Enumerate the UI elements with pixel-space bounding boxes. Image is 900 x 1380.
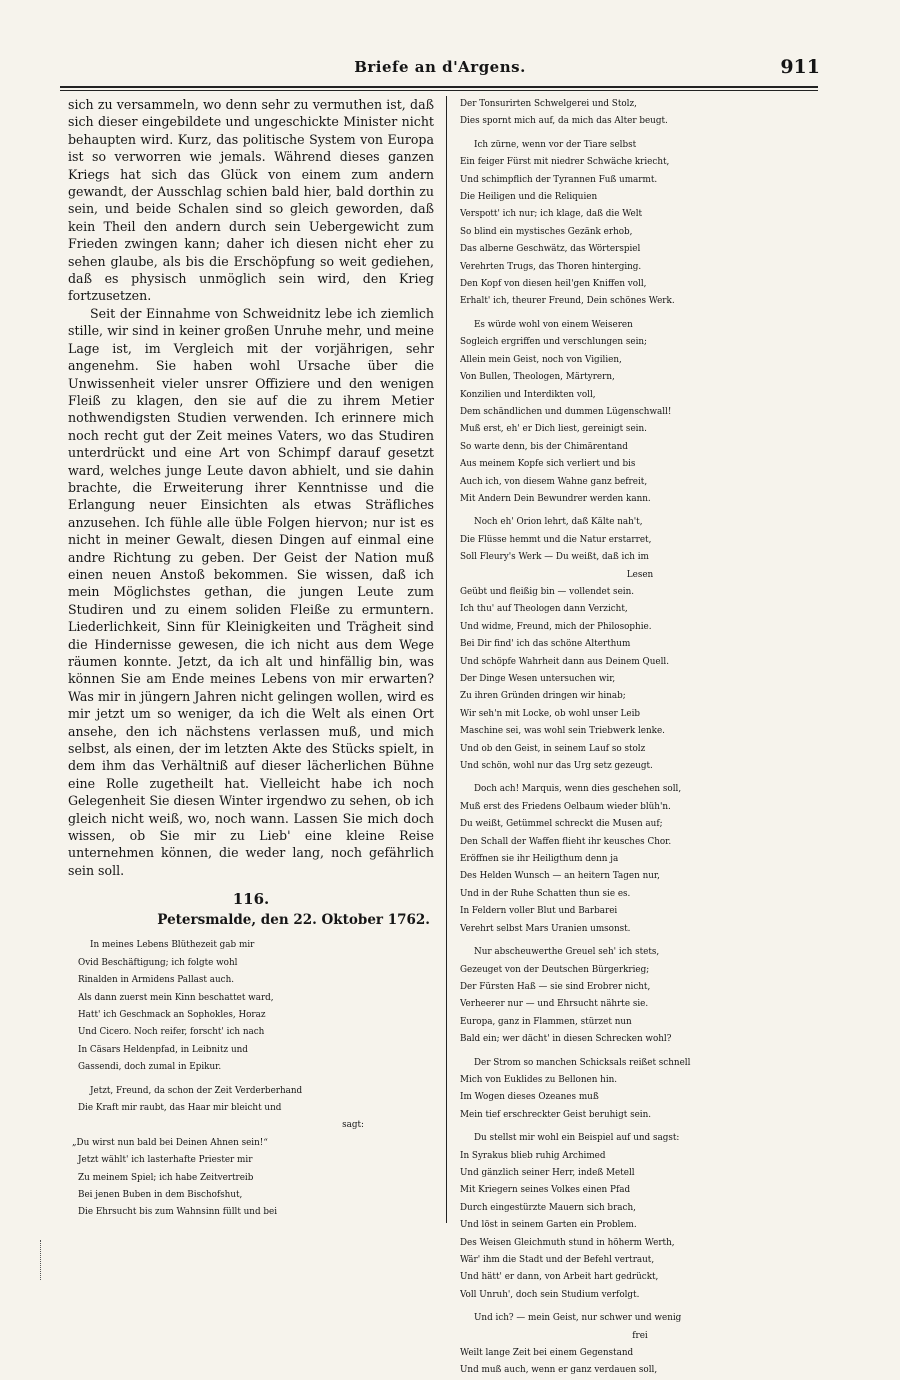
verse-line: Und hätt' er dann, von Arbeit hart gedrückt,	[460, 1272, 659, 1283]
verse-line: Weilt lange Zeit bei einem Gegenstand	[460, 1348, 634, 1359]
verse-line: Auch ich, von diesem Wahne ganz befreit,	[460, 476, 648, 487]
verse-line: Bei Dir find' ich das schöne Alterthum	[460, 639, 631, 650]
verse-line: Des Helden Wunsch — an heitern Tagen nur,	[460, 871, 660, 882]
verse-line: Den Kopf von diesen heil'gen Kniffen voll,	[460, 279, 647, 290]
verse-group	[460, 584, 820, 775]
verse-line: Du stellst mir wohl ein Beispiel auf und sagst:	[474, 1133, 680, 1144]
verse-line: Im Wogen dieses Ozeanes muß	[460, 1092, 599, 1103]
verse-line: Jetzt wählt' ich lasterhafte Priester mir	[78, 1155, 253, 1166]
margin-mark	[40, 1240, 41, 1280]
verse-line: In meines Lebens Blüthezeit gab mir	[90, 940, 255, 951]
verse-line: Als dann zuerst mein Kinn beschattet ward,	[78, 992, 274, 1003]
verse-line: Die Ehrsucht bis zum Wahnsinn füllt und bei	[78, 1207, 278, 1218]
verse-line: Und muß auch, wenn er ganz verdauen soll,	[460, 1365, 658, 1376]
verse-line: Gezeuget von der Deutschen Bürgerkrieg;	[460, 964, 650, 975]
header-rule-thin	[60, 90, 818, 91]
poem-stanza	[68, 1083, 434, 1222]
poem-stanza	[460, 1130, 820, 1304]
verse-line: Zu ihren Gründen dringen wir hinab;	[460, 691, 626, 702]
verse-line: Konzilien und Interdikten voll,	[460, 389, 596, 400]
verse-line: Voll Unruh', doch sein Studium verfolgt.	[460, 1289, 640, 1300]
verse-line: Europa, ganz in Flammen, stürzet nun	[460, 1016, 632, 1027]
verse-line: Die Heiligen und die Reliquien	[460, 192, 598, 203]
verse-line: Ich zürne, wenn vor der Tiare selbst	[474, 139, 637, 150]
verse-line: Und widme, Freund, mich der Philosophie.	[460, 621, 652, 632]
verse-line: Mit Andern Dein Bewundrer werden kann.	[460, 493, 651, 504]
verse-line: Allein mein Geist, noch von Vigilien,	[460, 354, 622, 365]
verse-line: Bei jenen Buben in dem Bischofshut,	[78, 1189, 243, 1200]
verse-line: Das alberne Geschwätz, das Wörterspiel	[460, 244, 641, 255]
verse-line: So blind ein mystisches Gezänk erhob,	[460, 226, 633, 237]
verse-line: Nur abscheuwerthe Greuel seh' ich stets,	[474, 947, 660, 958]
column-divider	[446, 96, 447, 1223]
verse-line: Bald ein; wer dächt' in diesen Schrecken wohl?	[460, 1034, 672, 1045]
verse-line: Gassendi, doch zumal in Epikur.	[78, 1062, 222, 1073]
verse-line: Es würde wohl von einem Weiseren	[474, 319, 633, 330]
letter-paragraph: sich zu versammeln, wo denn sehr zu vermuthen ist, daß sich dieser eingebildete und ungeschickte Minister nicht behaupten wird. Kurz, das politische System von Europa ist so verworren wie jemals. Während dieses ganzen Kriegs hat sich das Glück von einem zum andern gewandt, der Ausschlag schien bald hier, bald dorthin zu sein, und beide Schalen sind so gleich geworden, daß kein Theil den andern durch sein Uebergewicht zum Frieden zwingen kann; daher ich diesen nicht eher zu sehen glaube, als bis die Erschöpfung so weit gediehen, daß es physisch unmöglich sein wird, den Krieg fortzusetzen.	[68, 97, 434, 304]
running-title: Briefe an d'Argens.	[354, 58, 526, 76]
header-rule	[60, 86, 818, 88]
verse-line-continuation: sagt:	[342, 1120, 364, 1131]
poem-stanza	[460, 137, 820, 311]
verse-line: In Syrakus blieb ruhig Archimed	[460, 1150, 606, 1161]
verse-line: Sogleich ergriffen und verschlungen sein;	[460, 337, 648, 348]
verse-line: Noch eh' Orion lehrt, daß Kälte nah't,	[474, 517, 643, 528]
poem-stanza	[460, 944, 820, 1048]
verse-line: Den Schall der Waffen flieht ihr keusches Chor.	[460, 836, 672, 847]
verse-line: Muß erst des Friedens Oelbaum wieder blüh'n.	[460, 801, 671, 812]
running-head	[60, 56, 820, 82]
verse-line: Doch ach! Marquis, wenn dies geschehen soll,	[474, 784, 682, 795]
verse-line: Und ob den Geist, in seinem Lauf so stolz	[460, 743, 646, 754]
verse-line: Die Kraft mir raubt, das Haar mir bleicht und	[78, 1102, 282, 1113]
verse-line: Aus meinem Kopfe sich verliert und bis	[460, 459, 636, 470]
verse-line: Soll Fleury's Werk — Du weißt, daß ich im	[460, 552, 649, 563]
letter-number: 116.	[232, 890, 270, 909]
verse-group	[460, 514, 820, 566]
verse-line-continuation: frei	[632, 1330, 648, 1341]
verse-line: Und gänzlich seiner Herr, indeß Metell	[460, 1167, 635, 1178]
verse-line: Der Strom so manchen Schicksals reißet schnell	[474, 1057, 691, 1068]
verse-line: Maschine sei, was wohl sein Triebwerk lenke.	[460, 726, 665, 737]
verse-line: Ovid Beschäftigung; ich folgte wohl	[78, 957, 238, 968]
verse-line: Und schön, wohl nur das Urg setz gezeugt.	[460, 761, 653, 772]
verse-line: In Feldern voller Blut und Barbarei	[460, 906, 618, 917]
verse-line: Ein feiger Fürst mit niedrer Schwäche kriecht,	[460, 157, 670, 168]
poem-stanza	[460, 317, 820, 508]
verse-line: Und ich? — mein Geist, nur schwer und wenig	[474, 1313, 682, 1324]
verse-line: Verheerer nur — und Ehrsucht nährte sie.	[460, 999, 649, 1010]
poem-stanza	[460, 96, 820, 131]
poem-stanza	[460, 1310, 820, 1380]
verse-line: Eröffnen sie ihr Heiligthum denn ja	[460, 854, 619, 865]
verse-line: Von Bullen, Theologen, Märtyrern,	[460, 372, 615, 383]
verse-line: Zu meinem Spiel; ich habe Zeitvertreib	[78, 1172, 254, 1183]
verse-group	[460, 1345, 820, 1380]
verse-line: So warte denn, bis der Chimärentand	[460, 441, 628, 452]
verse-line: In Cäsars Heldenpfad, in Leibnitz und	[78, 1044, 248, 1055]
verse-line: Der Fürsten Haß — sie sind Erobrer nicht,	[460, 981, 651, 992]
verse-line: Wär' ihm die Stadt und der Befehl vertraut,	[460, 1255, 655, 1265]
poem-stanza	[460, 1055, 820, 1125]
verse-line: „Du wirst nun bald bei Deinen Ahnen sein!“	[72, 1137, 268, 1148]
page-number: 911	[780, 56, 820, 78]
verse-line: Und schimpflich der Tyrannen Fuß umarmt.	[460, 174, 658, 185]
verse-line: Und löst in seinem Garten ein Problem.	[460, 1220, 637, 1231]
verse-line-continuation: Lesen	[626, 569, 654, 580]
verse-line: Der Tonsurirten Schwelgerei und Stolz,	[460, 99, 637, 109]
verse-line: Mich von Euklides zu Bellonen hin.	[460, 1074, 618, 1085]
verse-line: Und in der Ruhe Schatten thun sie es.	[460, 888, 631, 899]
letter-dateline: Petersmalde, den 22. Oktober 1762.	[157, 912, 430, 929]
verse-line: Der Dinge Wesen untersuchen wir,	[460, 674, 616, 684]
verse-line: Rinalden in Armidens Pallast auch.	[78, 975, 235, 986]
verse-line: Ich thu' auf Theologen dann Verzicht,	[460, 604, 628, 615]
left-column	[68, 96, 434, 1222]
verse-line: Hatt' ich Geschmack an Sophokles, Horaz	[78, 1009, 266, 1020]
verse-line: Mein tief erschreckter Geist beruhigt sein.	[460, 1109, 652, 1120]
verse-line: Muß erst, eh' er Dich liest, gereinigt sein.	[460, 424, 647, 435]
verse-line: Dem schändlichen und dummen Lügenschwall!	[460, 406, 672, 417]
verse-group	[68, 1135, 434, 1222]
verse-line: Geübt und fleißig bin — vollendet sein.	[460, 586, 635, 597]
verse-line: Und Cicero. Noch reifer, forscht' ich nach	[78, 1027, 265, 1038]
verse-group	[68, 1083, 434, 1118]
letter-paragraph: Seit der Einnahme von Schweidnitz lebe ich ziemlich stille, wir sind in keiner großen Unruhe mehr, und meine Lage ist, im Vergleich mit der vorjährigen, sehr angenehm. Sie haben wohl Ursache über die Unwissenheit vieler unsrer Offiziere und den wenigen Fleiß zu klagen, den sie auf die zu ihrem Metier nothwendigsten Studien verwenden. Ich erinnere mich noch recht gut der Zeit meines Vaters, wo das Studiren unterdrückt und eine Art von Schimpf darauf gesetzt ward, welches junge Leute davon abhielt, und sie dahin brachte, die Erweiterung ihrer Kenntnisse und die Erlangung neuer Einsichten als etwas Sträfliches anzusehen. Ich fühle alle üble Folgen hiervon; nur ist es nicht in meiner Gewalt, diesen Dingen auf einmal eine andre Richtung zu geben. Der Geist der Nation muß einen neuen Anstoß bekommen. Sie wissen, daß ich mein Möglichstes gethan, die jungen Leute zum Studiren und zu einem soliden Fleiße zu ermuntern. Liederlichkeit, Sinn für Kleinigkeiten und Trägheit sind die Hindernisse gewesen, die ich nicht aus dem Wege räumen konnte. Jetzt, da ich alt und hinfällig bin, was können Sie am Ende meines Lebens von mir erwarten? Was mir in jüngern Jahren nicht gelingen wollen, wird es mir jetzt um so weniger, da ich die Welt als einen Ort ansehe, den ich nächstens verlassen muß, und mich selbst, als einen, der im letzten Akte des Stücks spielt, in dem ihm das Verhältniß auf dieser lächerlichen Bühne eine Rolle zugetheilt hat. Vielleicht habe ich noch Gelegenheit Sie diesen Winter irgendwo zu sehen, ob ich gleich nicht weiß, wo, noch wann. Lassen Sie mich doch wissen, ob Sie mir zu Lieb' eine kleine Reise unternehmen können, die weder lang, noch gefährlich sein soll.	[68, 305, 434, 878]
poem-stanza	[460, 781, 820, 938]
verse-line: Du weißt, Getümmel schreckt die Musen auf;	[460, 819, 663, 830]
verse-line: Mit Kriegern seines Volkes einen Pfad	[460, 1185, 631, 1196]
verse-line: Jetzt, Freund, da schon der Zeit Verderberhand	[90, 1085, 303, 1096]
verse-line: Wir seh'n mit Locke, ob wohl unser Leib	[460, 708, 641, 719]
verse-line: Verspott' ich nur; ich klage, daß die Welt	[460, 209, 643, 220]
verse-line: Des Weisen Gleichmuth stund in höherm Werth,	[460, 1237, 675, 1248]
verse-line: Erhalt' ich, theurer Freund, Dein schönes Werk.	[460, 296, 675, 307]
right-column	[460, 96, 820, 1380]
verse-line: Und schöpfe Wahrheit dann aus Deinem Quell.	[460, 656, 670, 667]
poem-stanza	[460, 514, 820, 775]
verse-line: Verehrt selbst Mars Uranien umsonst.	[460, 923, 631, 934]
poem-stanza	[68, 937, 434, 1076]
verse-line: Verehrten Trugs, das Thoren hinterging.	[460, 261, 642, 272]
verse-line: Durch eingestürzte Mauern sich brach,	[460, 1202, 636, 1213]
verse-group	[460, 1310, 820, 1327]
verse-line: Dies spornt mich auf, da mich das Alter beugt.	[460, 116, 668, 127]
verse-line: Die Flüsse hemmt und die Natur erstarret,	[460, 534, 652, 545]
